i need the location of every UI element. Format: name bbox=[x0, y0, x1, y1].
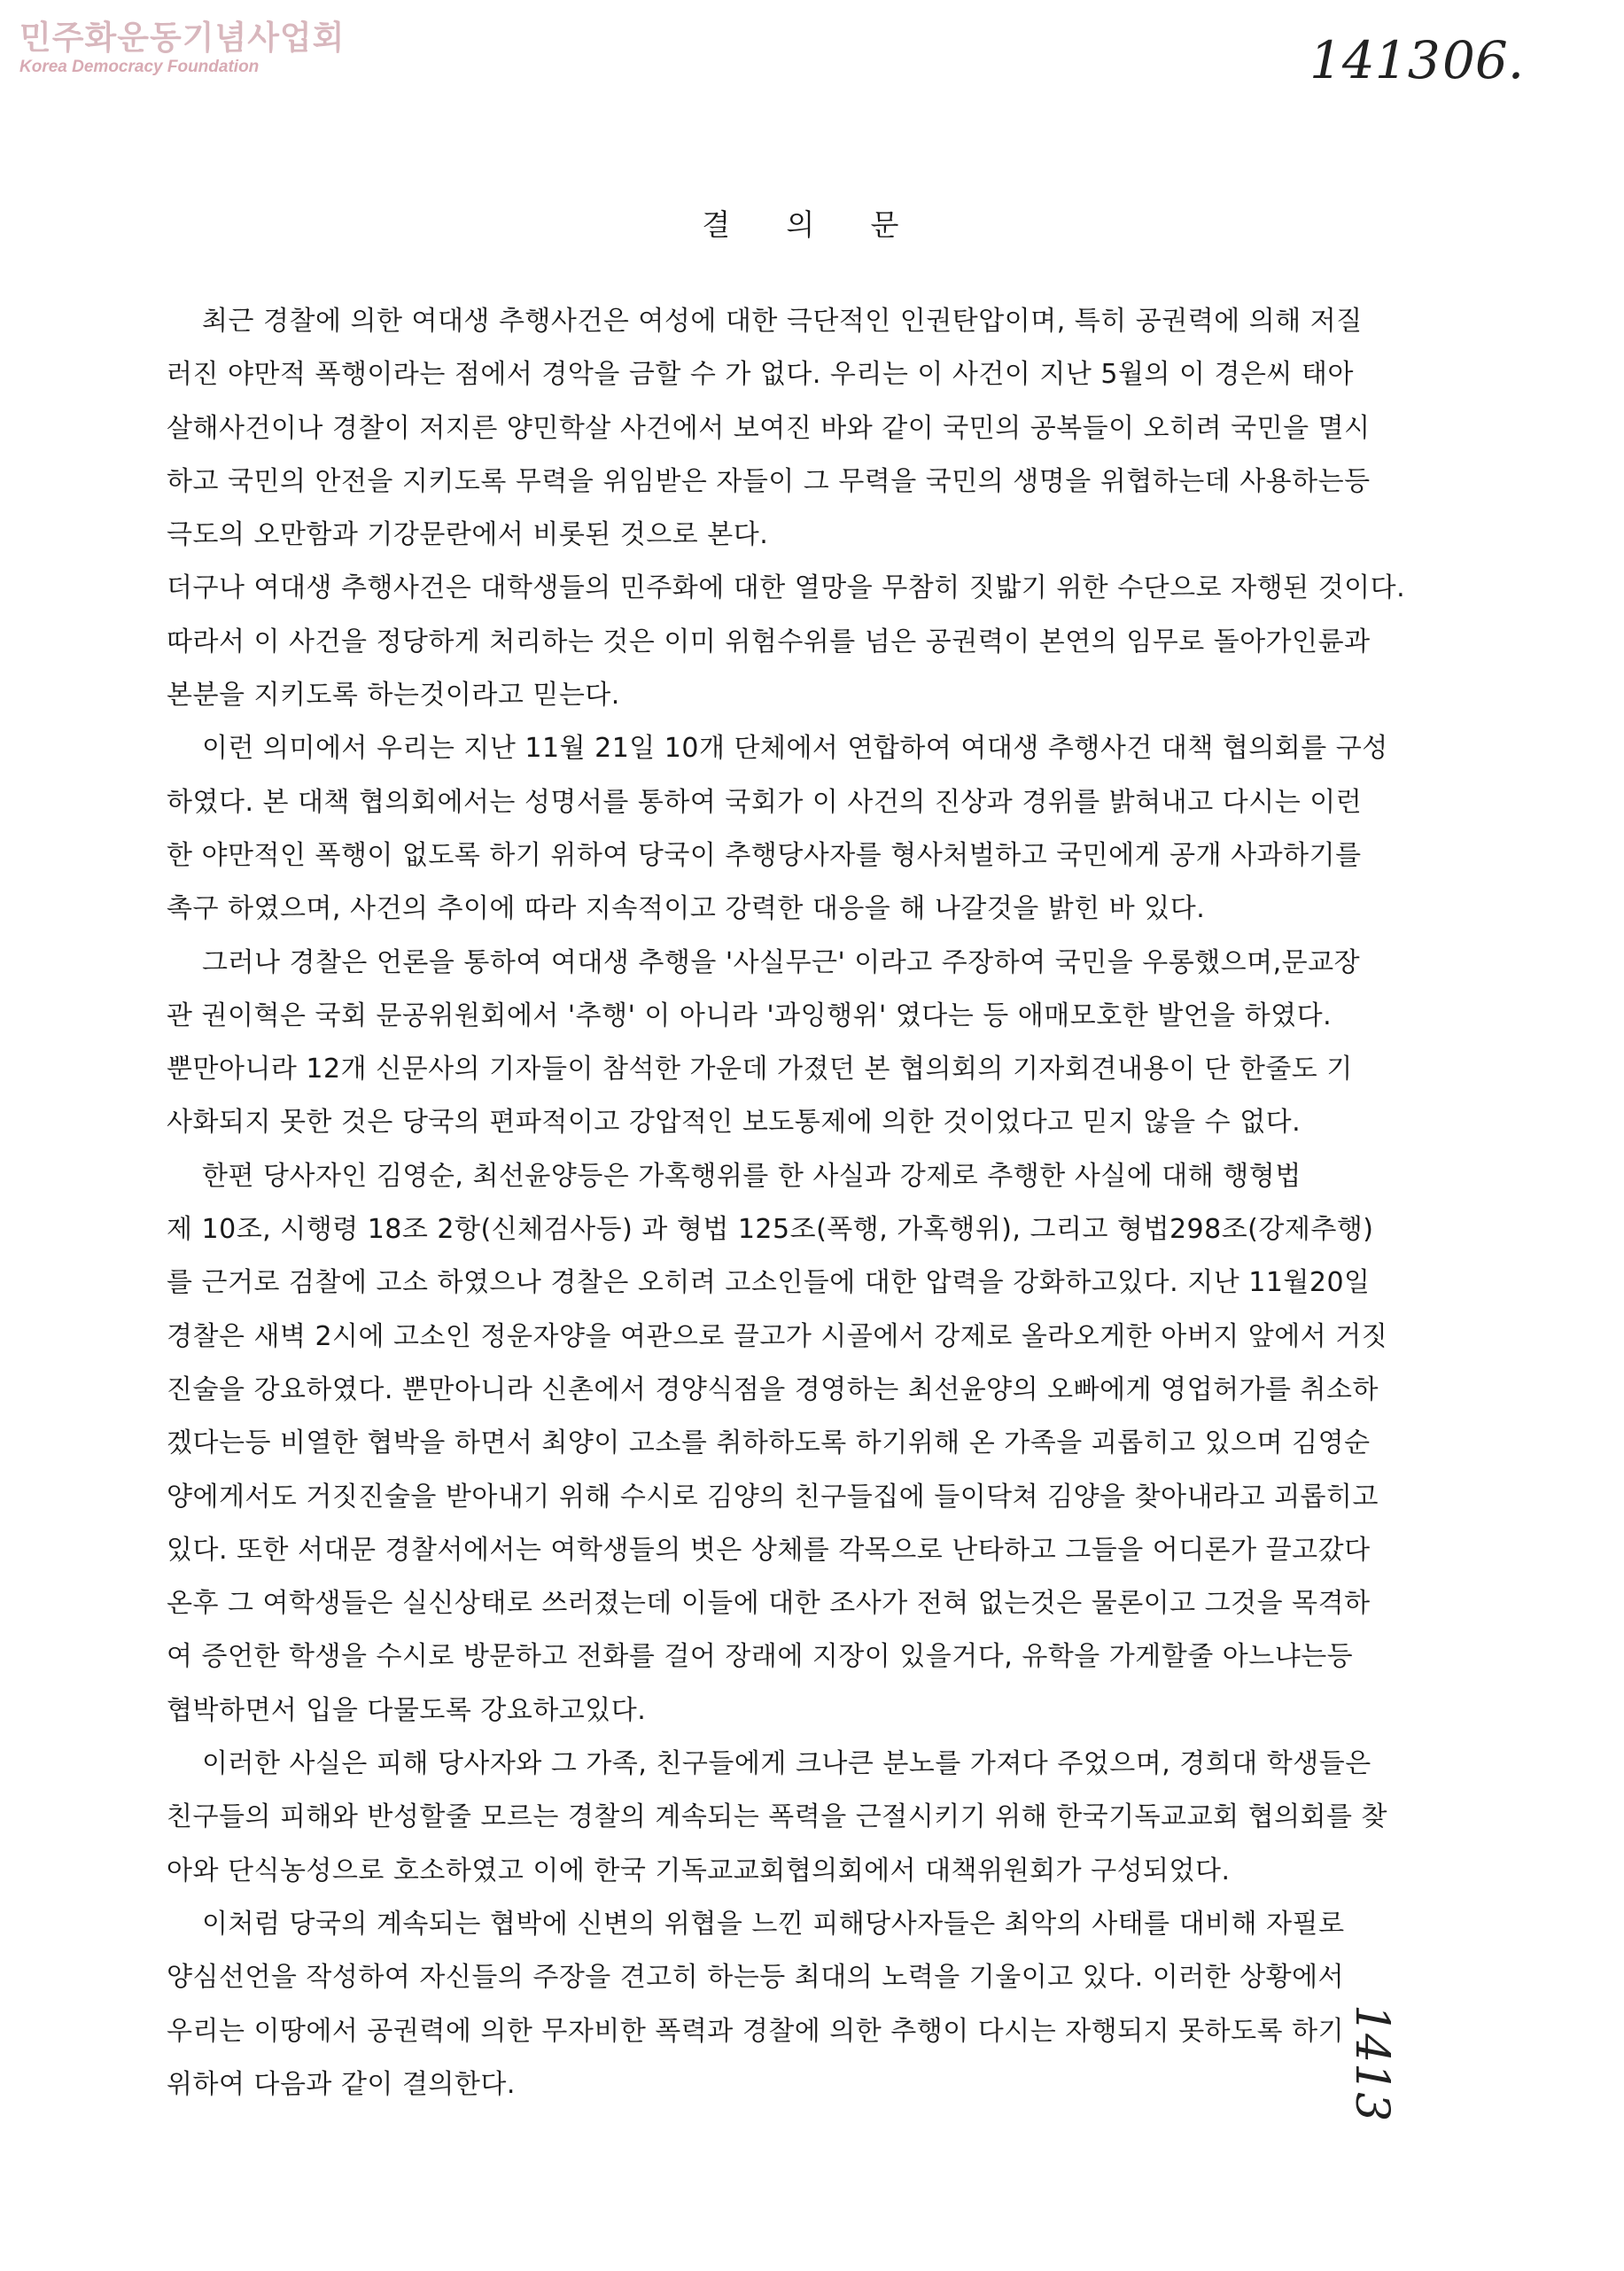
text-line: 하였다. 본 대책 협의회에서는 성명서를 통하여 국회가 이 사건의 진상과 경위를 밝혀내고 다시는 이런 bbox=[167, 786, 1363, 818]
text-line: 최근 경찰에 의한 여대생 추행사건은 여성에 대한 극단적인 인권탄압이며, 특히 공권력에 의해 저질 bbox=[202, 306, 1363, 337]
text-line: 사화되지 못한 것은 당국의 편파적이고 강압적인 보도통제에 의한 것이었다고 믿지 않을 수 없다. bbox=[167, 1107, 1302, 1139]
text-line: 본분을 지키도록 하는것이라고 믿는다. bbox=[167, 680, 620, 712]
handwritten-mark: 06. bbox=[1442, 30, 1525, 90]
text-line: 더구나 여대생 추행사건은 대학생들의 민주화에 대한 열망을 무참히 짓밟기 위한 수단으로 자행된 것이다. bbox=[167, 572, 1406, 604]
text-line: 제 10조, 시행령 18조 2항(신체검사등) 과 형법 125조(폭행, 가혹행위), 그리고 형법298조(강제추행) bbox=[167, 1214, 1374, 1246]
text-line: 따라서 이 사건을 정당하게 처리하는 것은 이미 위험수위를 넘은 공권력이 본연의 임무로 돌아가인륜과 bbox=[167, 626, 1371, 657]
text-line: 이러한 사실은 피해 당사자와 그 가족, 친구들에게 크나큰 분노를 가져다 주었으며, 경희대 학생들은 bbox=[202, 1748, 1371, 1780]
text-line: 촉구 하였으며, 사건의 추이에 따라 지속적이고 강력한 대응을 해 나갈것을 밝힌 바 있다. bbox=[167, 893, 1206, 925]
text-line: 진술을 강요하였다. 뿐만아니라 신촌에서 경양식점을 경영하는 최선윤양의 오빠에게 영업허가를 취소하 bbox=[167, 1373, 1379, 1405]
watermark bbox=[19, 19, 345, 78]
text-line: 양에게서도 거짓진술을 받아내기 위해 수시로 김양의 친구들집에 들이닥쳐 김양을 찾아내라고 괴롭히고 bbox=[167, 1481, 1379, 1513]
text-line: 관 권이혁은 국회 문공위원회에서 '추행' 이 아니라 '과잉행위' 였다는 등 애매모호한 발언을 하였다. bbox=[167, 999, 1333, 1031]
text-line: 온후 그 여학생들은 실신상태로 쓰러졌는데 이들에 대한 조사가 전혀 없는것은 물론이고 그것을 목격하 bbox=[167, 1588, 1371, 1620]
document-body bbox=[167, 295, 1405, 2112]
watermark-korean: 민주화운동기념사업회 bbox=[19, 19, 346, 57]
text-line: 살해사건이나 경찰이 저지른 양민학살 사건에서 보여진 바와 같이 국민의 공복들이 오히려 국민을 멸시 bbox=[167, 412, 1371, 444]
text-line: 극도의 오만함과 기강문란에서 비롯된 것으로 본다. bbox=[167, 519, 769, 551]
text-line: 여 증언한 학생을 수시로 방문하고 전화를 걸어 장래에 지장이 있을거다, 유학을 가게할줄 아느냐는등 bbox=[167, 1641, 1354, 1673]
handwritten-side-number: 1413 bbox=[1345, 2004, 1398, 2122]
text-line: 경찰은 새벽 2시에 고소인 정운자양을 여관으로 끌고가 시골에서 강제로 올라오게한 아버지 앞에서 거짓 bbox=[167, 1320, 1388, 1352]
text-line: 이처럼 당국의 계속되는 협박에 신변의 위협을 느낀 피해당사자들은 최악의 사태를 대비해 자필로 bbox=[202, 1908, 1345, 1940]
document-title: 결 의 문 bbox=[702, 207, 922, 242]
watermark-english: Korea Democracy Foundation bbox=[19, 58, 260, 76]
text-line: 위하여 다음과 같이 결의한다. bbox=[167, 2068, 516, 2100]
text-line: 있다. 또한 서대문 경찰서에서는 여학생들의 벗은 상체를 각목으로 난타하고 그들을 어디론가 끌고갔다 bbox=[167, 1534, 1371, 1566]
text-line: 협박하면서 입을 다물도록 강요하고있다. bbox=[167, 1694, 647, 1726]
text-line: 뿐만아니라 12개 신문사의 기자들이 참석한 가운데 가졌던 본 협의회의 기자회견내용이 단 한줄도 기 bbox=[167, 1054, 1353, 1085]
text-line: 러진 야만적 폭행이라는 점에서 경악을 금할 수 가 없다. 우리는 이 사건이 지난 5월의 이 경은씨 태아 bbox=[167, 359, 1354, 391]
text-line: 양심선언을 작성하여 자신들의 주장을 견고히 하는등 최대의 노력을 기울이고 있다. 이러한 상황에서 bbox=[167, 1962, 1345, 1994]
text-line: 하고 국민의 안전을 지키도록 무력을 위임받은 자들이 그 무력을 국민의 생명을 위협하는데 사용하는등 bbox=[167, 465, 1371, 497]
text-line: 한 야만적인 폭행이 없도록 하기 위하여 당국이 추행당사자를 형사처벌하고 국민에게 공개 사과하기를 bbox=[167, 839, 1362, 871]
text-line: 이런 의미에서 우리는 지난 11월 21일 10개 단체에서 연합하여 여대생 추행사건 대책 협의회를 구성 bbox=[202, 733, 1388, 765]
handwritten-document-number: 1413 bbox=[1309, 30, 1441, 90]
text-line: 한편 당사자인 김영순, 최선윤양등은 가혹행위를 한 사실과 강제로 추행한 사실에 대해 행형법 bbox=[202, 1160, 1302, 1192]
text-line: 그러나 경찰은 언론을 통하여 여대생 추행을 '사실무근' 이라고 주장하여 국민을 우롱했으며,문교장 bbox=[202, 946, 1361, 978]
text-line: 아와 단식농성으로 호소하였고 이에 한국 기독교교회협의회에서 대책위원회가 구성되었다. bbox=[167, 1855, 1231, 1886]
text-line: 겠다는등 비열한 협박을 하면서 최양이 고소를 취하하도록 하기위해 온 가족을 괴롭히고 있으며 김영순 bbox=[167, 1427, 1371, 1459]
text-line: 친구들의 피해와 반성할줄 모르는 경찰의 계속되는 폭력을 근절시키기 위해 한국기독교교회 협의회를 찾 bbox=[167, 1801, 1388, 1833]
text-line: 를 근거로 검찰에 고소 하였으나 경찰은 오히려 고소인들에 대한 압력을 강화하고있다. 지난 11월20일 bbox=[167, 1267, 1371, 1299]
text-line: 우리는 이땅에서 공권력에 의한 무자비한 폭력과 경찰에 의한 추행이 다시는 자행되지 못하도록 하기 bbox=[167, 2015, 1345, 2047]
